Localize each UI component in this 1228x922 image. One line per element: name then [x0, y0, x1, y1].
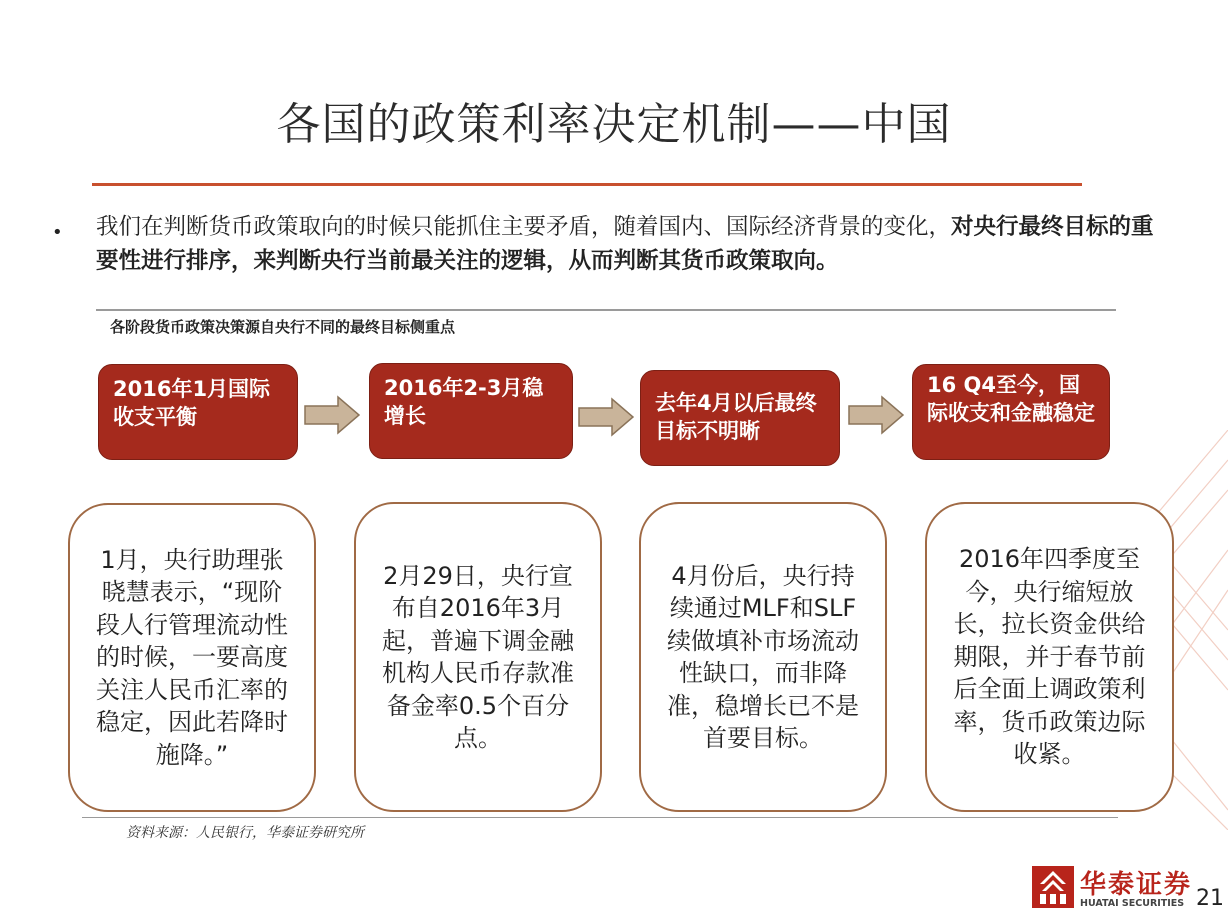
right-arrow-icon: [304, 395, 360, 435]
note-text: 2月29日，央行宣布自2016年3月起，普遍下调金融机构人民币存款准备金率0.5个百分点。: [382, 561, 574, 752]
bullet-text-normal: 我们在判断货币政策取向的时候只能抓住主要矛盾，随着国内、国际经济背景的变化，: [96, 214, 952, 240]
stage-label: 去年4月以后最终目标不明晰: [655, 391, 817, 443]
title-underline: [92, 183, 1082, 186]
company-logo: [1032, 862, 1192, 914]
figure-top-rule: [96, 309, 1116, 311]
right-arrow-icon: [848, 395, 904, 435]
right-arrow-icon: [578, 397, 634, 437]
bullet-paragraph: [96, 210, 1166, 278]
stage-label: 2016年2-3月稳增长: [384, 376, 544, 428]
page-number: 21: [1196, 886, 1224, 911]
note-text: 4月份后，央行持续通过MLF和SLF续做填补市场流动性缺口，而非降准，稳增长已不是首要目标。: [667, 561, 859, 752]
bullet-dot-icon: •: [52, 222, 63, 243]
figure-bottom-rule: [82, 817, 1118, 818]
huatai-logo-icon: [1032, 866, 1074, 908]
logo-english-name: HUATAI SECURITIES: [1080, 898, 1185, 909]
stage-label: 2016年1月国际收支平衡: [113, 377, 271, 429]
note-oval-3: [639, 502, 887, 812]
source-note: 资料来源：人民银行，华泰证券研究所: [126, 825, 364, 841]
stage-box-4: [912, 364, 1110, 460]
note-text: 2016年四季度至今，央行缩短放长，拉长资金供给期限，并于春节前后全面上调政策利率，货币政策边际收紧。: [953, 545, 1146, 769]
note-oval-4: [925, 502, 1174, 812]
figure-caption: 各阶段货币政策决策源自央行不同的最终目标侧重点: [110, 318, 456, 336]
note-oval-1: [68, 503, 316, 812]
stage-box-3: [640, 370, 840, 466]
stage-box-2: [369, 363, 573, 459]
note-text: 1月，央行助理张晓慧表示，“现阶段人行管理流动性的时候，一要高度关注人民币汇率的稳定，因此若降时施降。”: [96, 545, 288, 769]
slide-title: 各国的政策利率决定机制——中国: [276, 99, 952, 150]
logo-chinese-name: 华泰证券: [1080, 870, 1193, 900]
note-oval-2: [354, 502, 602, 812]
stage-box-1: [98, 364, 298, 460]
bullet-text-bold: 对央行最终目标的重要性进行排序，来判断央行当前最关注的逻辑，从而判断其货币政策取向。: [96, 214, 1154, 274]
stage-label: 16 Q4至今，国际收支和金融稳定: [927, 373, 1095, 425]
